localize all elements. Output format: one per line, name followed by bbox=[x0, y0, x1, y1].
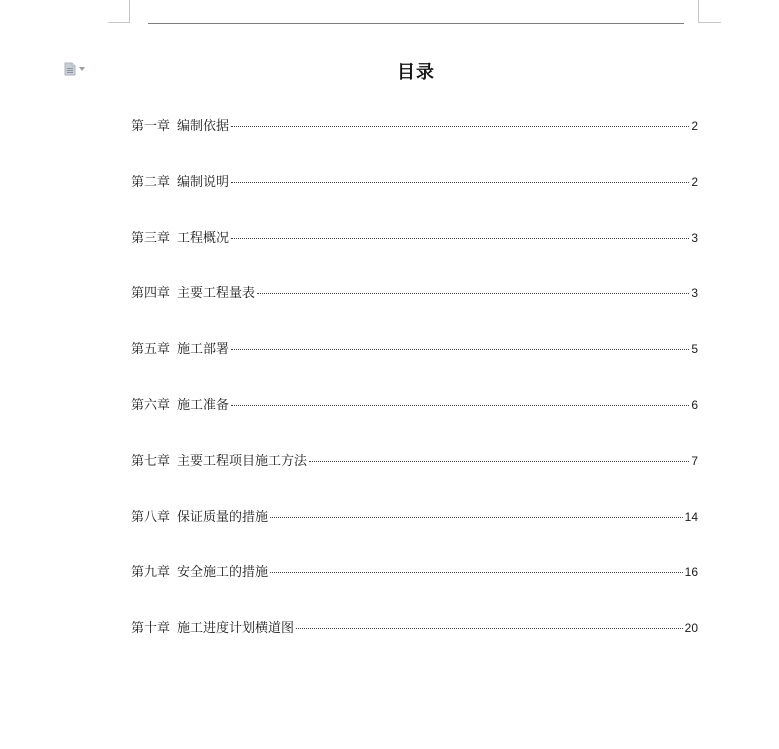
toc-entry[interactable] bbox=[131, 116, 698, 172]
toc-dot-leader bbox=[231, 126, 689, 127]
crop-mark-top-left bbox=[129, 0, 130, 22]
toc-dot-leader bbox=[231, 182, 689, 183]
toc-page-number: 16 bbox=[684, 565, 698, 580]
toc-chapter-number: 第七章 bbox=[131, 453, 171, 469]
toc-heading: 编制依据 bbox=[177, 119, 230, 134]
toc-heading: 安全施工的措施 bbox=[177, 565, 269, 581]
toc-dot-leader bbox=[231, 405, 689, 406]
toc-heading: 施工部署 bbox=[177, 342, 230, 358]
toc-dot-leader bbox=[231, 238, 689, 239]
crop-mark-top-right bbox=[698, 0, 699, 22]
crop-mark-top-right-horizontal bbox=[698, 22, 721, 23]
toc-page-number: 6 bbox=[691, 397, 698, 412]
toc-page-number: 20 bbox=[684, 621, 698, 636]
toc-heading: 保证质量的措施 bbox=[177, 509, 269, 525]
toc-dot-leader bbox=[309, 461, 689, 462]
toc-heading: 编制说明 bbox=[177, 174, 230, 190]
toc-entry[interactable] bbox=[131, 451, 698, 507]
toc-heading: 主要工程项目施工方法 bbox=[177, 453, 308, 469]
toc-dot-leader bbox=[270, 572, 683, 573]
toc-chapter-number: 第二章 bbox=[131, 174, 171, 190]
toc-heading: 施工进度计划横道图 bbox=[177, 621, 295, 637]
toc-entry[interactable] bbox=[131, 172, 698, 228]
toc-chapter-number: 第九章 bbox=[131, 565, 171, 581]
toc-entry[interactable] bbox=[131, 395, 698, 451]
toc-chapter-number: 第四章 bbox=[131, 286, 171, 302]
table-of-contents bbox=[131, 116, 698, 674]
toc-entry[interactable] bbox=[131, 228, 698, 284]
toc-entry[interactable] bbox=[131, 339, 698, 395]
toc-dot-leader bbox=[231, 349, 689, 350]
toc-entry[interactable] bbox=[131, 507, 698, 563]
toc-chapter-number: 第十章 bbox=[131, 621, 171, 637]
toc-chapter-number: 第八章 bbox=[131, 509, 171, 525]
toc-chapter-number: 第一章 bbox=[131, 119, 171, 134]
toc-entry[interactable] bbox=[131, 618, 698, 674]
toc-page-number: 5 bbox=[691, 342, 698, 357]
toc-chapter-number: 第六章 bbox=[131, 397, 171, 413]
toc-chapter-number: 第三章 bbox=[131, 230, 171, 246]
toc-page-number: 14 bbox=[684, 509, 698, 524]
crop-mark-top-left-horizontal bbox=[108, 22, 130, 23]
toc-page-number: 7 bbox=[691, 453, 698, 468]
toc-entry[interactable] bbox=[131, 562, 698, 618]
toc-page-number: 2 bbox=[691, 174, 698, 189]
toc-heading: 工程概况 bbox=[177, 230, 230, 246]
toc-chapter-number: 第五章 bbox=[131, 342, 171, 358]
toc-heading: 主要工程量表 bbox=[177, 286, 256, 302]
toc-title: 目录 bbox=[397, 62, 435, 83]
toc-heading: 施工准备 bbox=[177, 397, 230, 413]
toc-dot-leader bbox=[296, 628, 683, 629]
page-header-rule bbox=[148, 23, 684, 24]
toc-entry[interactable] bbox=[131, 283, 698, 339]
toc-dot-leader bbox=[270, 517, 683, 518]
toc-page-number: 3 bbox=[691, 230, 698, 245]
toc-page-number: 3 bbox=[691, 286, 698, 301]
toc-dot-leader bbox=[257, 293, 689, 294]
toc-page-number: 2 bbox=[691, 119, 698, 133]
